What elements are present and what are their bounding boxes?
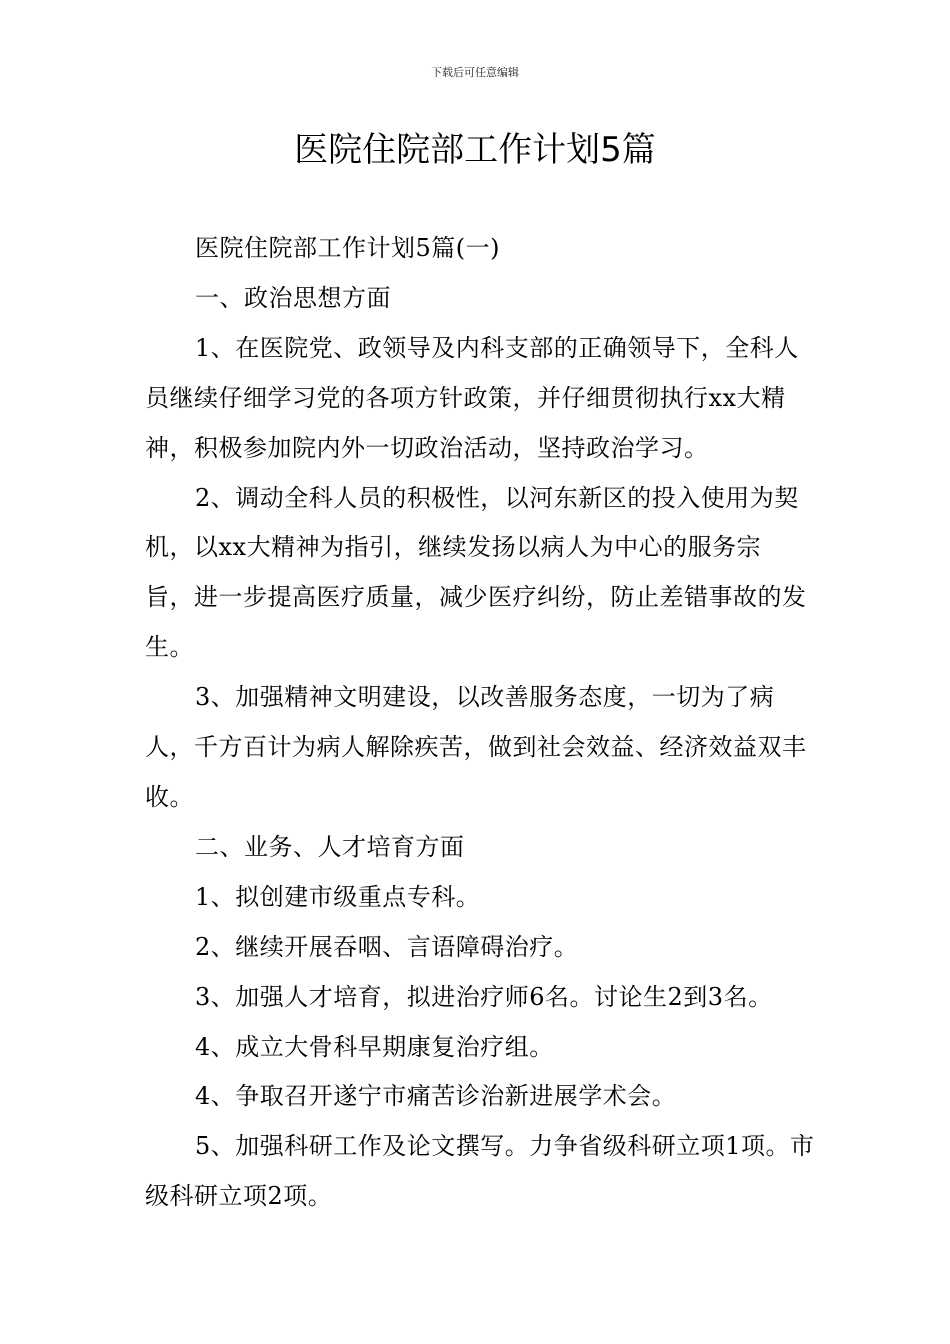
paragraph: 1、在医院党、政领导及内科支部的正确领导下，全科人员继续仔细学习党的各项方针政策，并仔细贯彻执行xx大精神，积极参加院内外一切政治活动，坚持政治学习。 (145, 333, 799, 462)
section-heading-business: 二、业务、人才培育方面 (195, 832, 465, 861)
paragraph: 2、调动全科人员的积极性，以河东新区的投入使用为契机，以xx大精神为指引，继续发扬以病人为中心的服务宗旨，进一步提高医疗质量，减少医疗纠纷，防止差错事故的发生。 (145, 483, 807, 662)
section-heading-politics: 一、政治思想方面 (195, 283, 391, 312)
list-item: 2、继续开展吞咽、言语障碍治疗。 (195, 932, 579, 961)
paragraph-subtitle: 医院住院部工作计划5篇(一) (195, 234, 500, 262)
list-item: 3、加强人才培育，拟进治疗师6名。讨论生2到3名。 (195, 982, 773, 1011)
list-item: 4、成立大骨科早期康复治疗组。 (195, 1032, 554, 1061)
paragraph: 3、加强精神文明建设，以改善服务态度，一切为了病人，千方百计为病人解除疾苦，做到社会效益、经济效益双丰收。 (145, 683, 807, 811)
list-item: 1、拟创建市级重点专科。 (195, 882, 481, 911)
list-item: 5、加强科研工作及论文撰写。力争省级科研立项1项。市级科研立项2项。 (145, 1132, 815, 1211)
document-title: 医院住院部工作计划5篇 (294, 130, 656, 170)
page-header-note: 下载后可任意编辑 (431, 66, 519, 79)
list-item: 4、争取召开遂宁市痛苦诊治新进展学术会。 (195, 1082, 677, 1111)
document-body (145, 224, 815, 1222)
